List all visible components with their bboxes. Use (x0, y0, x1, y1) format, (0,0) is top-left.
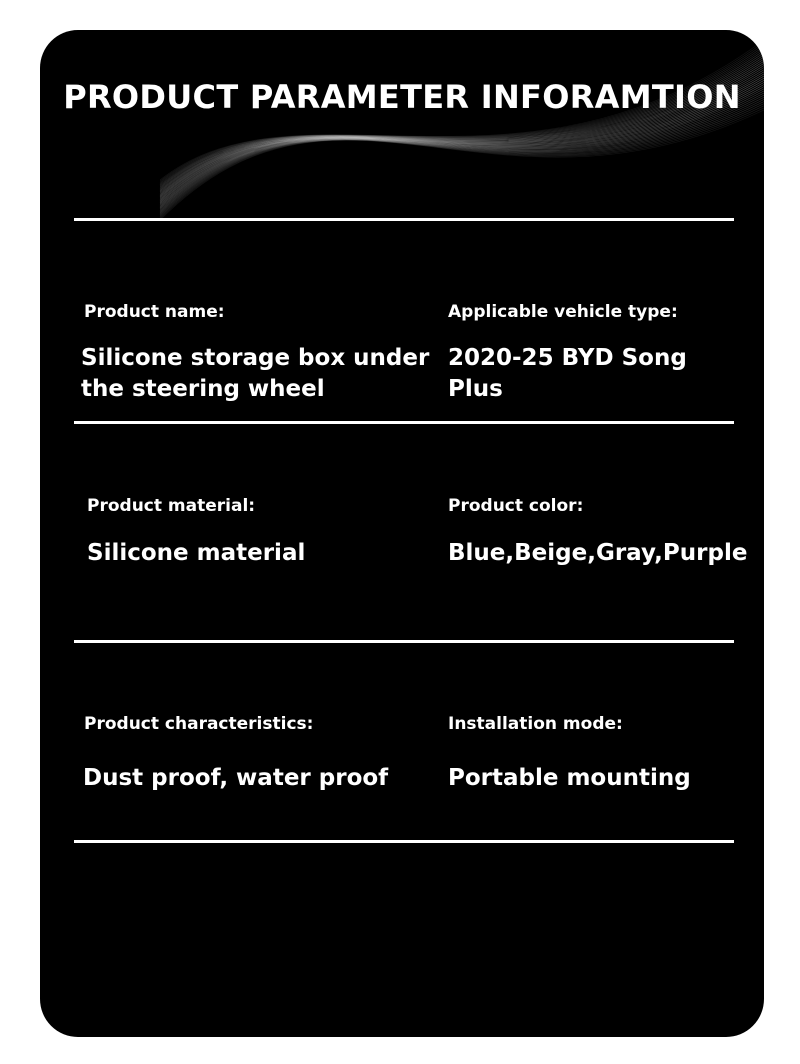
value-product-characteristics: Dust proof, water proof (83, 765, 389, 791)
wave-line (160, 57, 764, 190)
label-product-characteristics: Product characteristics: (84, 714, 314, 734)
label-product-material: Product material: (87, 496, 256, 516)
value-product-name: Silicone storage box under the steering wheel (81, 345, 430, 402)
label-installation-mode: Installation mode: (448, 714, 623, 734)
divider-bottom (74, 840, 734, 843)
label-vehicle-type: Applicable vehicle type: (448, 302, 678, 322)
value-product-color: Blue,Beige,Gray,Purple (448, 540, 748, 566)
wave-line (160, 110, 764, 220)
divider-row-1 (74, 421, 734, 424)
value-vehicle-type: 2020-25 BYD Song Plus (448, 345, 687, 402)
parameter-card (40, 30, 764, 1037)
value-product-material: Silicone material (87, 540, 306, 566)
label-product-color: Product color: (448, 496, 584, 516)
label-product-name: Product name: (84, 302, 225, 322)
page-title: PRODUCT PARAMETER INFORAMTION (63, 78, 741, 116)
divider-row-2 (74, 640, 734, 643)
wave-lines-decoration (40, 30, 764, 250)
value-installation-mode: Portable mounting (448, 765, 691, 791)
wave-line (160, 106, 764, 218)
divider-top (74, 218, 734, 221)
wave-line (160, 104, 764, 217)
